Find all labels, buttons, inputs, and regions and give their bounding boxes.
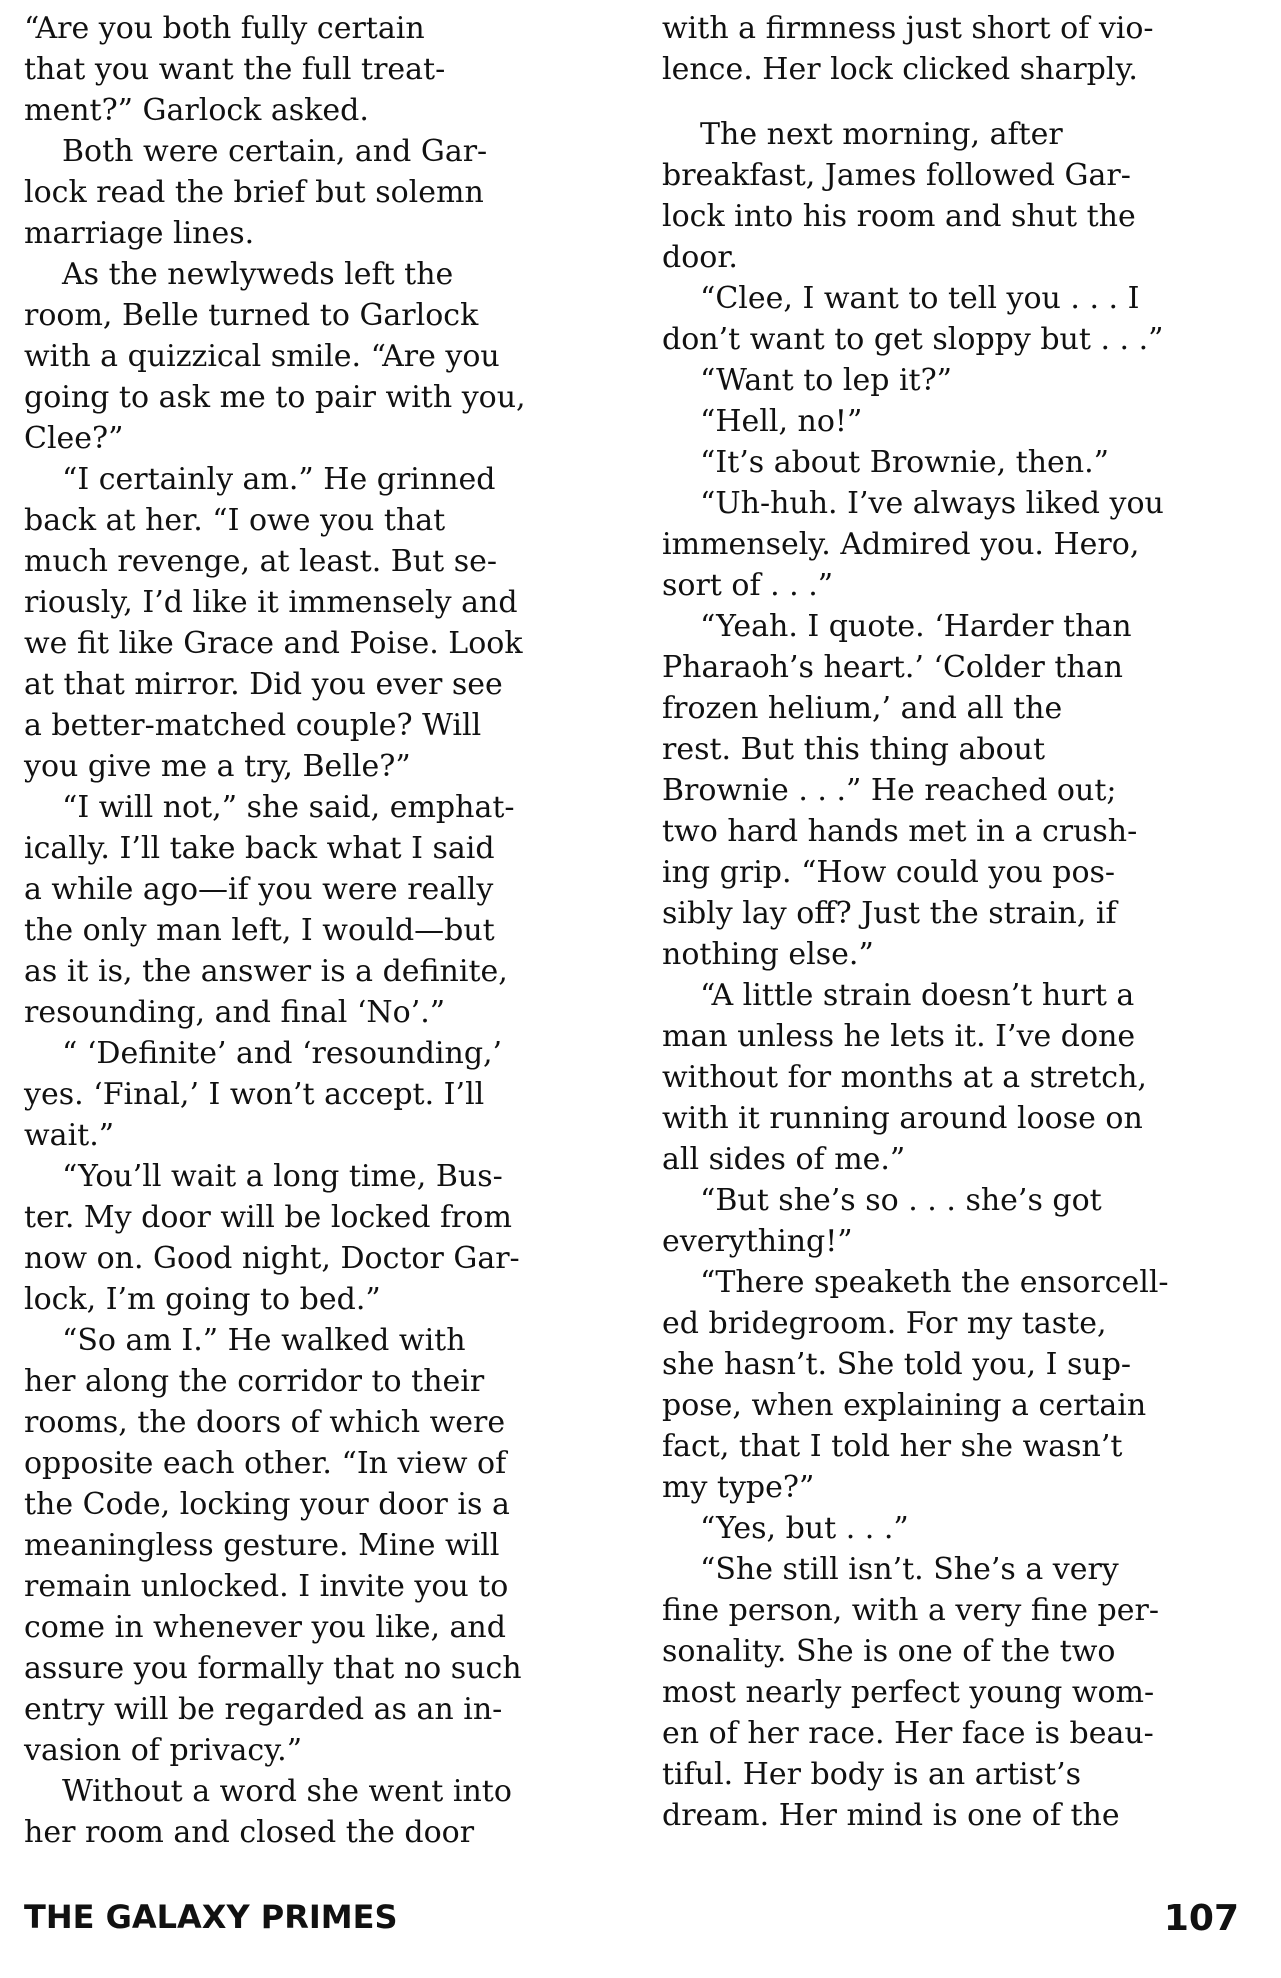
paragraph: “Hell, no!”: [700, 404, 863, 439]
paragraph: Both were certain, and Gar- lock read the brief but solemn marriage lines.: [24, 134, 488, 251]
left-column: [24, 8, 614, 1853]
paragraph: “Want to lep it?”: [700, 363, 953, 398]
paragraph: “You’ll wait a long time, Bus- ter. My door will be locked from now on. Good night, Doctor Gar- lock, I’m going to bed.”: [24, 1159, 520, 1317]
paragraph: with a firmness just short of vio- lence. Her lock clicked sharply.: [662, 11, 1154, 87]
paragraph: “There speaketh the ensorcell- ed bridegroom. For my taste, she hasn’t. She told you, I sup- pose, when explaining a certain fact, that I told her she wasn’t my type?”: [662, 1265, 1169, 1505]
page-footer: [24, 1898, 1239, 1948]
paragraph: The next morning, after breakfast, James followed Gar- lock into his room and shut the door.: [662, 117, 1136, 275]
right-column: [662, 8, 1252, 1836]
running-title: THE GALAXY PRIMES: [24, 1898, 398, 1936]
paragraph: “I certainly am.” He grinned back at her. “I owe you that much revenge, at least. But se- riously, I’d like it immensely and we fit like Grace and Poise. Look at that mirror. Did you ever see a better-matched couple? Will you give me a try, Belle?”: [24, 462, 523, 784]
paragraph: “Yeah. I quote. ‘Harder than Pharaoh’s heart.’ ‘Colder than frozen helium,’ and all the rest. But this thing about Brownie . . .” He reached out; two hard hands met in a crush- ing grip. “How could you pos- sibly lay off? Just the strain, if nothing else.”: [662, 609, 1138, 972]
paragraph: “Yes, but . . .”: [700, 1511, 909, 1546]
paragraph: “So am I.” He walked with her along the corridor to their rooms, the doors of which were opposite each other. “In view of the Code, locking your door is a meaningless gesture. Mine will remain unlocked. I invite you to come in whenever you like, and assure you formally that no such entry will be regarded as an in- vasion of privacy.”: [24, 1323, 522, 1768]
paragraph: Without a word she went into her room and closed the door: [24, 1774, 512, 1850]
paragraph: “Clee, I want to tell you . . . I don’t want to get sloppy but . . .”: [662, 281, 1164, 357]
paragraph: “A little strain doesn’t hurt a man unless he lets it. I’ve done without for months at a stretch, with it running around loose on all sides of me.”: [662, 978, 1147, 1177]
paragraph: “She still isn’t. She’s a very fine person, with a very fine per- sonality. She is one of the two most nearly perfect young wom- en of her race. Her face is beau- tiful. Her body is an artist’s dream. Her mind is one of the: [662, 1552, 1159, 1833]
page-number: 107: [1163, 1898, 1239, 1939]
paragraph: “ ‘Definite’ and ‘resounding,’ yes. ‘Final,’ I won’t accept. I’ll wait.”: [24, 1036, 503, 1153]
paragraph: “Uh-huh. I’ve always liked you immensely. Admired you. Hero, sort of . . .”: [662, 486, 1164, 603]
paragraph: “Are you both fully certain that you want the full treat- ment?” Garlock asked.: [24, 11, 446, 128]
paragraph: “I will not,” she said, emphat- ically. I’ll take back what I said a while ago—if you were really the only man left, I would—but as it is, the answer is a definite, resounding, and final ‘No’.”: [24, 790, 515, 1030]
paragraph: “But she’s so . . . she’s got everything!”: [662, 1183, 1102, 1259]
paragraph: As the newlyweds left the room, Belle turned to Garlock with a quizzical smile. “Are you going to ask me to pair with you, Clee?”: [24, 257, 526, 456]
paragraph: “It’s about Brownie, then.”: [700, 445, 1109, 480]
